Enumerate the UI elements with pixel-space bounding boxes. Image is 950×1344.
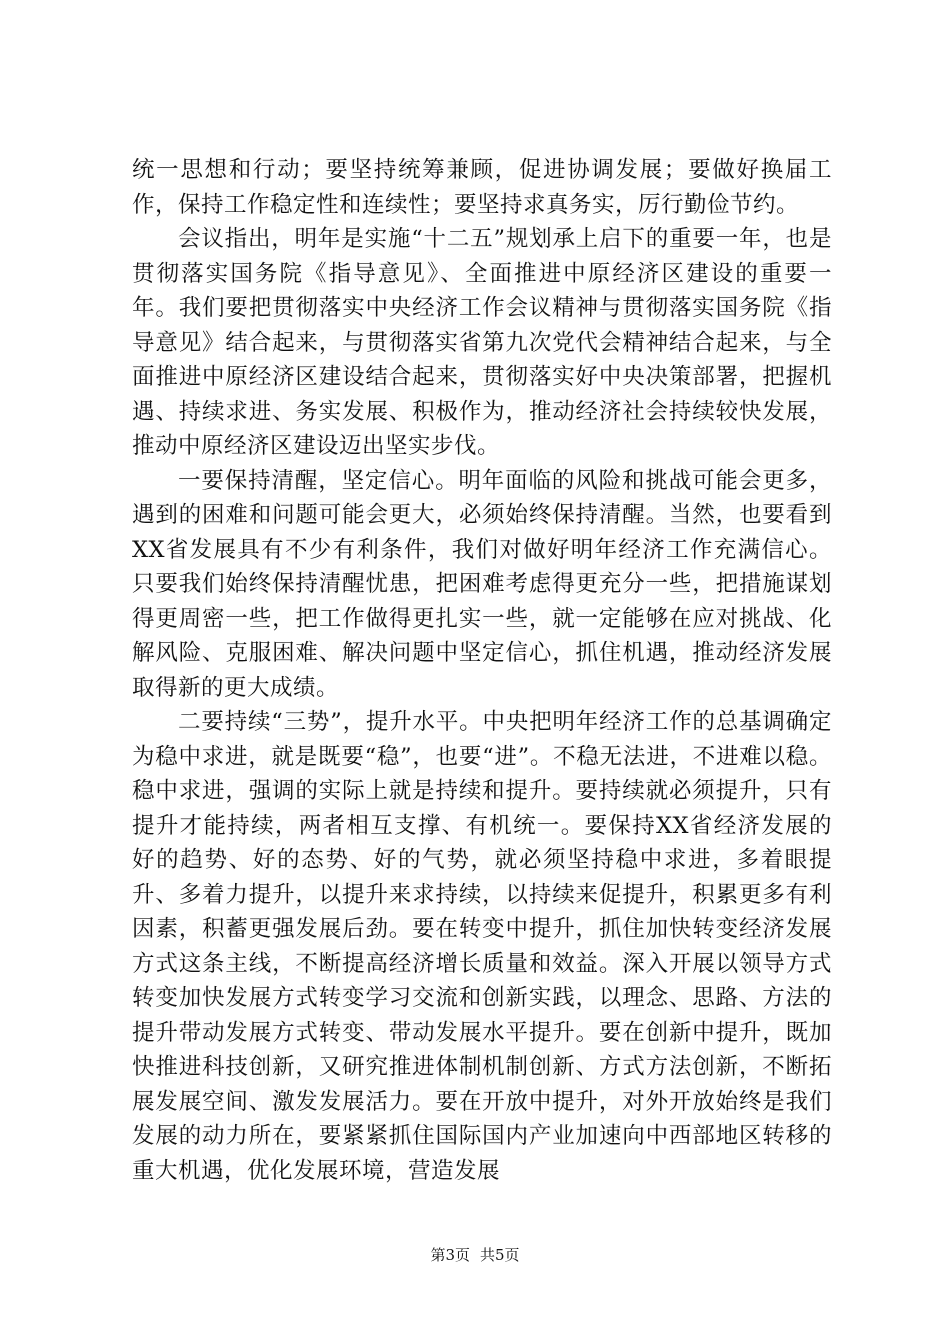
paragraph-meeting-notes: 会议指出，明年是实施“十二五”规划承上启下的重要一年，也是贯彻落实国务院《指导意见》、全面推进中原经济区建设的重要一年。我们要把贯彻落实中央经济工作会议精神与贯彻落实国务院《指导意见》结合起来，与贯彻落实省第九次党代会精神结合起来，与全面推进中原经济区建设结合起来，贯彻落实好中央决策部署，把握机遇、持续求进、务实发展、积极作为，推动经济社会持续较快发展，推动中原经济区建设迈出坚实步伐。	[132, 226, 832, 459]
paragraph-point-one: 一要保持清醒，坚定信心。明年面临的风险和挑战可能会更多，遇到的困难和问题可能会更大，必须始终保持清醒。当然，也要看到XX省发展具有不少有利条件，我们对做好明年经济工作充满信心。只要我们始终保持清醒忧患，把困难考虑得更充分一些，把措施谋划得更周密一些，把工作做得更扎实一些，就一定能够在应对挑战、化解风险、克服困难、解决问题中坚定信心，抓住机遇，推动经济发展取得新的更大成绩。	[132, 467, 832, 701]
paragraph-point-two: 二要持续“三势”，提升水平。中央把明年经济工作的总基调确定为稳中求进，就是既要“稳”，也要“进”。不稳无法进，不进难以稳。稳中求进，强调的实际上就是持续和提升。要持续就必须提升，只有提升才能持续，两者相互支撑、有机统一。要保持XX省经济发展的好的趋势、好的态势、好的气势，就必须坚持稳中求进，多着眼提升、多着力提升，以提升来求持续，以持续来促提升，积累更多有利因素，积蓄更强发展后劲。要在转变中提升，抓住加快转变经济发展方式这条主线，不断提高经济增长质量和效益。深入开展以领导方式转变加快发展方式转变学习交流和创新实践，以理念、思路、方法的提升带动发展方式转变、带动发展水平提升。要在创新中提升，既加快推进科技创新，又研究推进体制机制创新、方式方法创新，不断拓展发展空间、激发发展活力。要在开放中提升，对外开放始终是我们发展的动力所在，要紧紧抓住国际国内产业加速向中西部地区转移的重大机遇，优化发展环境，营造发展	[132, 709, 832, 1184]
document-body	[132, 153, 832, 1188]
page-footer	[0, 1245, 950, 1265]
paragraph-continuation: 统一思想和行动；要坚持统筹兼顾，促进协调发展；要做好换届工作，保持工作稳定性和连续性；要坚持求真务实，厉行勤俭节约。	[132, 157, 832, 218]
page-total: 共5页	[480, 1246, 520, 1264]
page-number: 第3页	[430, 1246, 470, 1264]
